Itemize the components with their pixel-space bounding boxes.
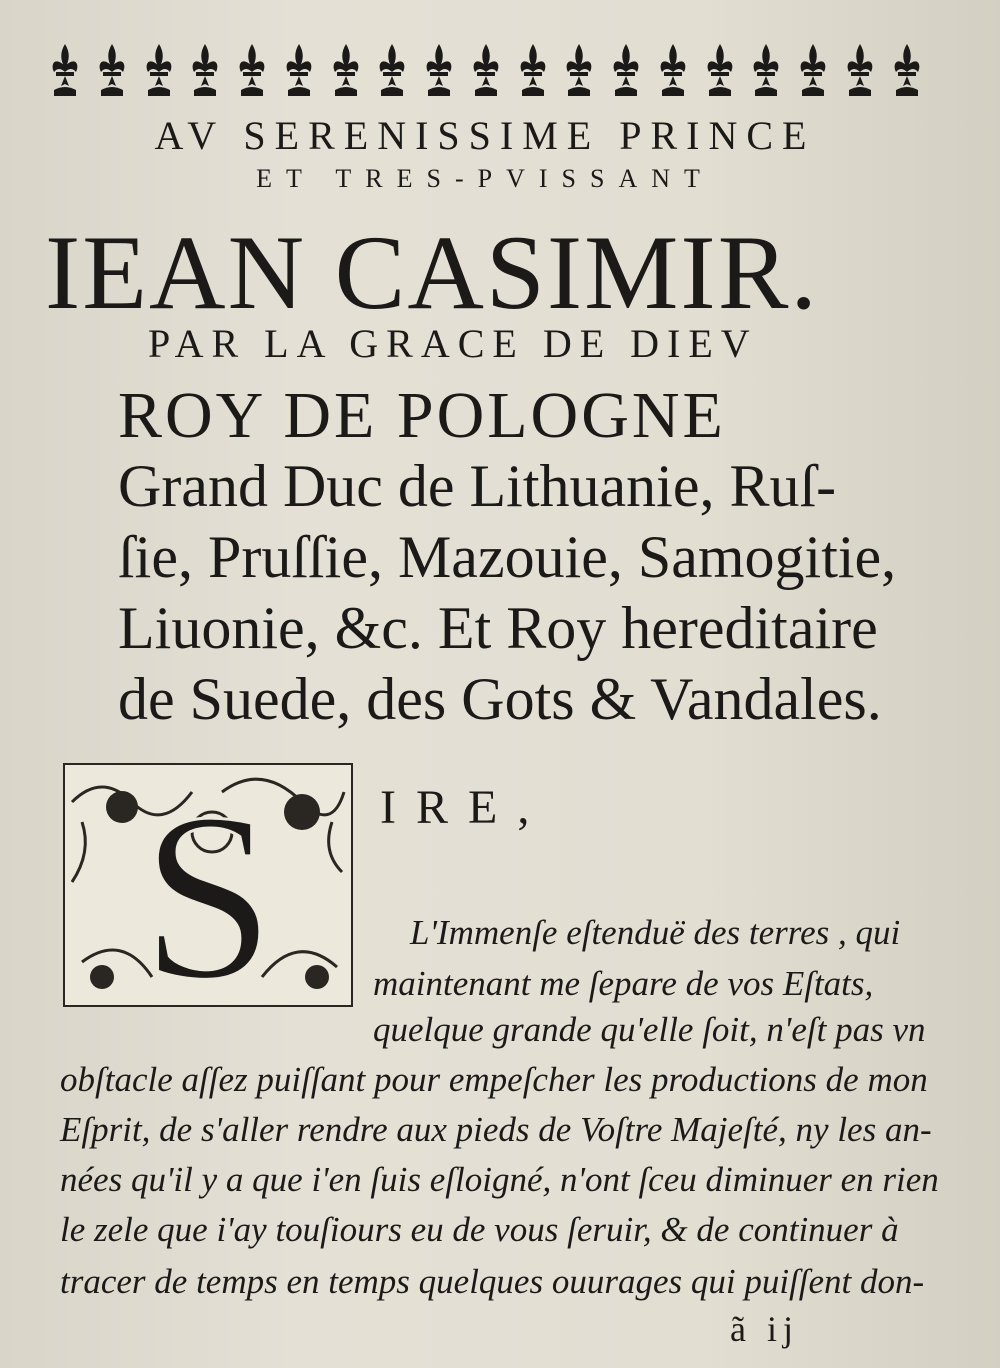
body-line-6: nées qu'il y a que i'en ſuis eſloigné, n'ont ſceu diminuer en rien [60,1160,939,1199]
body-line-2: maintenant me ſepare de vos Eſtats, [373,964,874,1003]
dedication-name: IEAN CASIMIR. [45,214,819,331]
dedication-line-8: de Suede, des Gots & Vandales. [118,666,882,732]
fleur-de-lis-icon [892,42,922,98]
fleur-de-lis-icon [97,42,127,98]
fleur-de-lis-icon [190,42,220,98]
fleur-de-lis-icon [611,42,641,98]
body-line-4: obſtacle aſſez puiſſant pour empeſcher les productions de mon [60,1060,928,1099]
body-line-1: L'Immenſe eſtenduë des terres , qui [410,913,901,952]
dedication-line-3: PAR LA GRACE DE DIEV [148,321,758,366]
dropcap-letter: S [141,763,275,1008]
dedication-line-2: ET TRES-PVISSANT [256,164,714,193]
fleur-de-lis-icon [658,42,688,98]
fleur-de-lis-icon [845,42,875,98]
fleur-de-lis-icon [564,42,594,98]
dedication-line-6: ſie, Pruſſie, Mazouie, Samogitie, [118,524,897,590]
signature-mark: ã ij [730,1309,799,1349]
fleuron-border [50,38,922,102]
fleur-de-lis-icon [144,42,174,98]
body-line-8: tracer de temps en temps quelques ouurages qui puiſſent don- [60,1262,925,1301]
decorated-initial [62,762,354,1008]
body-line-5: Eſprit, de s'aller rendre aux pieds de Voſtre Majeſté, ny les an- [60,1110,932,1149]
fleur-de-lis-icon [798,42,828,98]
fleur-de-lis-icon [284,42,314,98]
fleur-de-lis-icon [331,42,361,98]
fleur-de-lis-icon [377,42,407,98]
fleur-de-lis-icon [237,42,267,98]
body-line-7: le zele que i'ay touſiours eu de vous ſeruir, & de continuer à [60,1210,899,1249]
fleur-de-lis-icon [705,42,735,98]
dedication-line-7: Liuonie, &c. Et Roy hereditaire [118,595,878,661]
fleur-de-lis-icon [424,42,454,98]
fleur-de-lis-icon [751,42,781,98]
fleur-de-lis-icon [518,42,548,98]
dedication-line-5: Grand Duc de Lithuanie, Ruſ- [118,453,837,519]
dedication-line-4: ROY DE POLOGNE [118,379,726,452]
body-line-3: quelque grande qu'elle ſoit, n'eſt pas vn [373,1010,926,1049]
salutation: IRE, [380,781,550,834]
fleur-de-lis-icon [50,42,80,98]
fleur-de-lis-icon [471,42,501,98]
dedication-line-1: AV SERENISSIME PRINCE [154,113,816,158]
